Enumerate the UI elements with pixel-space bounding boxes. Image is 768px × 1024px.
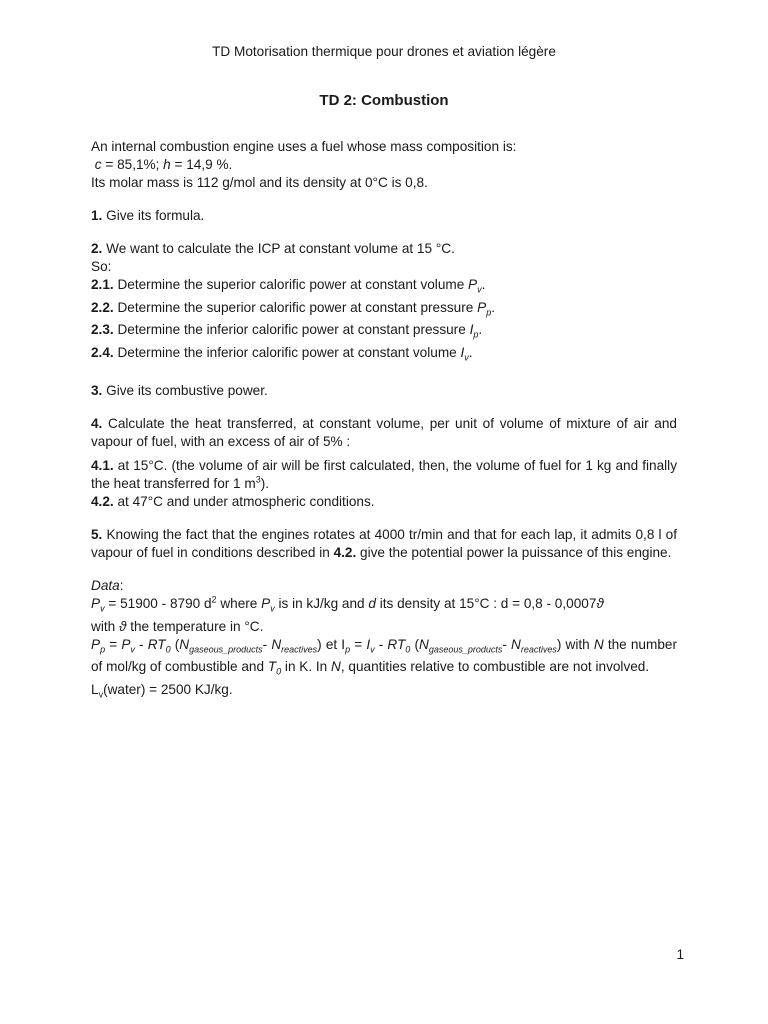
document-body <box>91 138 677 704</box>
question-4: 4. Calculate the heat transferred, at constant volume, per unit of volume of mixture of air and vapour of fuel, with an excess of air of 5% : <box>91 415 677 449</box>
question-2-2: 2.2. Determine the superior calorific power at constant pressure $P_p$. <box>91 299 495 318</box>
data-heading: Data: <box>91 577 124 593</box>
data-line-theta: with ϑ the temperature in °C. <box>91 618 264 634</box>
data-line-pp: $P_p = P_v - RT_0$ ($N_{gaseous\_products}-$ $N_{reactives}$) et $I_p = I_v - RT_0$ ($N_{gaseous\_products}-$ $N_{reactives}$) with N the number of mol/kg of combustible and $T_0$ in K. In N, quantities relative to combustible are not involved. <box>91 636 677 678</box>
running-header: TD Motorisation thermique pour drones et aviation légère <box>212 44 556 59</box>
composition-line: c = 85,1%; h = 14,9 %. <box>94 157 233 172</box>
question-2-4: 2.4. Determine the inferior calorific power at constant volume $I_v$. <box>91 345 473 363</box>
question-3: 3. Give its combustive power. <box>91 382 268 398</box>
data-line-pv: $P_v = 51900 - 8790$ $d^2$ where $P_v$ is in kJ/kg and d its density at 15°C : d = 0,8 - 0,0007ϑ <box>91 594 604 614</box>
question-2-so: So: <box>91 259 112 274</box>
molar-mass-line: Its molar mass is 112 g/mol and its density at 0°C is 0,8. <box>91 175 428 190</box>
question-4-2: 4.2. at 47°C and under atmospheric conditions. <box>91 493 375 509</box>
question-4-1: 4.1. at 15°C. (the volume of air will be first calculated, then, the volume of fuel for 1 kg and finally the heat transferred for 1 $m^3$). <box>91 457 677 491</box>
page-number: 1 <box>676 947 684 962</box>
page-title: TD 2: Combustion <box>319 92 449 109</box>
question-5: 5. Knowing the fact that the engines rotates at 4000 tr/min and that for each lap, it admits 0,8 l of vapour of fuel in conditions described in 4.2. give the potential power la puissance of this engine. <box>91 526 677 560</box>
question-1: 1. Give its formula. <box>91 208 205 223</box>
question-2-1: 2.1. Determine the superior calorific power at constant volume $P_v$. <box>91 277 486 295</box>
question-2: 2. We want to calculate the ICP at constant volume at 15 °C. <box>91 241 455 256</box>
data-line-lv: $L_v(water) = 2500$ KJ/kg. <box>91 682 233 700</box>
intro-line: An internal combustion engine uses a fuel whose mass composition is: <box>91 139 517 154</box>
question-2-3: 2.3. Determine the inferior calorific power at constant pressure $I_p$. <box>91 322 483 341</box>
